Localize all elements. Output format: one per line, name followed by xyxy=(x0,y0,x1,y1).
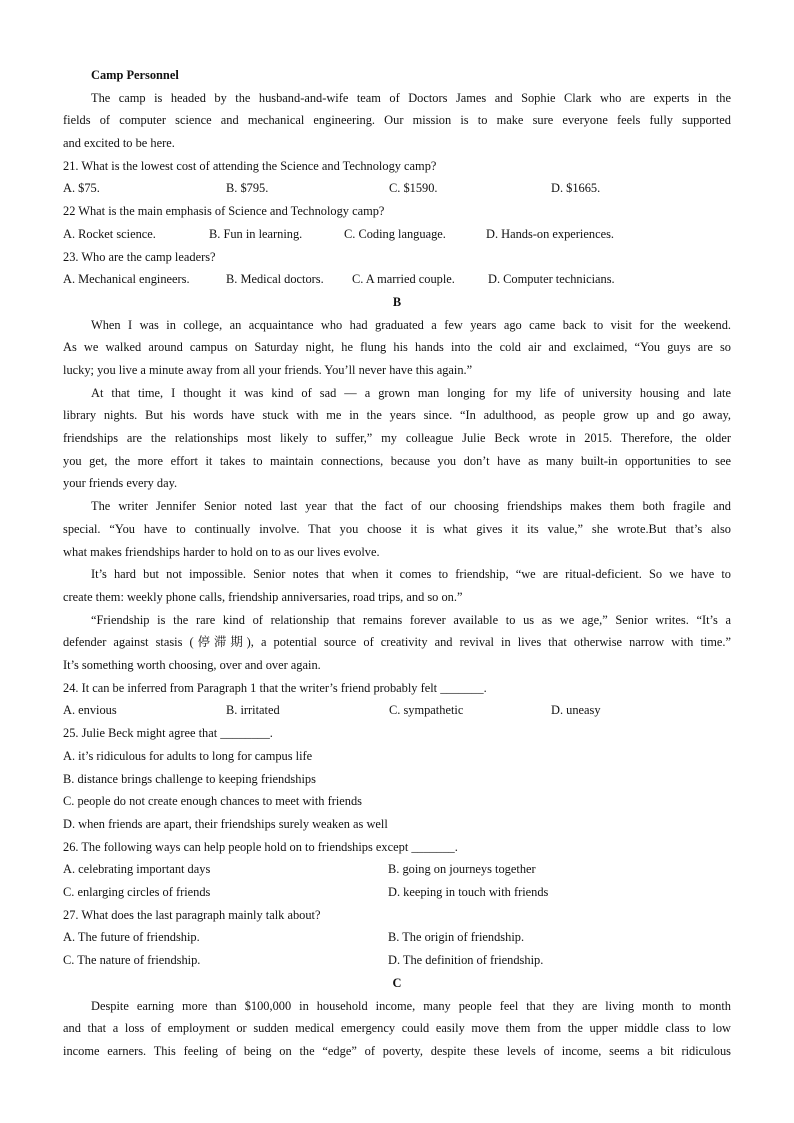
option-b: B. distance brings challenge to keeping friendships xyxy=(63,771,316,786)
paragraph-line: When I was in college, an acquaintance who had graduated a few years ago came back to visit for the weekend. xyxy=(91,317,731,332)
paragraph-line: As we walked around campus on Saturday night, he flung his hands into the cold air and exclaimed, “You guys are so xyxy=(63,340,731,355)
paragraph-line: library nights. But his words have stuck with me in the years since. “In adulthood, as people grow up and go away, xyxy=(63,408,731,423)
paragraph-line: special. “You have to continually involve. That you choose it is what gives it its value,” she wrote.But that’s also xyxy=(63,521,731,536)
paragraph-line: and that a loss of employment or sudden medical emergency could easily move them from the upper middle class to low xyxy=(63,1021,731,1036)
paragraph-line: your friends every day. xyxy=(63,476,178,491)
question-25-stem: 25. Julie Beck might agree that ________. xyxy=(63,726,273,741)
question-26-options-row2 xyxy=(63,881,731,904)
question-24-stem: 24. It can be inferred from Paragraph 1 that the writer’s friend probably felt _______. xyxy=(63,680,487,695)
option-a: A. Mechanical engineers. xyxy=(63,272,190,287)
paragraph-line: defender against stasis (停滞期), a potential source of creativity and revival in lives that otherwise narrow with time.” xyxy=(63,635,731,650)
paragraph-line: The writer Jennifer Senior noted last year that the fact of our choosing friendships makes them both fragile and xyxy=(91,499,731,514)
option-a: A. it’s ridiculous for adults to long for campus life xyxy=(63,748,313,763)
option-d: D. The definition of friendship. xyxy=(388,953,544,968)
option-b: B. going on journeys together xyxy=(388,862,536,877)
option-d: D. Hands-on experiences. xyxy=(486,226,614,241)
option-c: C. sympathetic xyxy=(389,703,464,718)
option-a: A. The future of friendship. xyxy=(63,930,200,945)
paragraph-line: create them: weekly phone calls, friendship anniversaries, road trips, and so on.” xyxy=(63,589,463,604)
question-22-stem: 22 What is the main emphasis of Science and Technology camp? xyxy=(63,204,385,219)
section-heading-camp-personnel: Camp Personnel xyxy=(91,68,179,82)
section-b-title: B xyxy=(392,294,402,309)
paragraph-line: what makes friendships harder to hold on to as our lives evolve. xyxy=(63,544,380,559)
option-b: B. Fun in learning. xyxy=(209,226,303,241)
option-c: C. Coding language. xyxy=(344,226,446,241)
paragraph-line: Despite earning more than $100,000 in household income, many people feel that they are living month to month xyxy=(91,998,731,1013)
option-d: D. when friends are apart, their friendships surely weaken as well xyxy=(63,816,388,831)
paragraph-line: It’s hard but not impossible. Senior notes that when it comes to friendship, “we are ritual-deficient. So we have to xyxy=(91,567,731,582)
paragraph-line: income earners. This feeling of being on the “edge” of poverty, despite these levels of income, seems a bit ridiculous xyxy=(63,1043,731,1058)
paragraph-line: “Friendship is the rare kind of relationship that remains forever available to us as we age,” Senior writes. “It’s a xyxy=(91,612,731,627)
option-c: C. people do not create enough chances to meet with friends xyxy=(63,794,362,809)
paragraph-line: friendships are the relationships most likely to suffer,” my colleague Julie Beck wrote in 2015. Therefore, the older xyxy=(63,431,731,446)
question-27-options-row2 xyxy=(63,949,731,972)
option-c: C. The nature of friendship. xyxy=(63,953,201,968)
question-27-options-row1 xyxy=(63,926,731,949)
option-b: B. irritated xyxy=(226,703,280,718)
question-26-stem: 26. The following ways can help people hold on to friendships except _______. xyxy=(63,839,458,854)
option-b: B. Medical doctors. xyxy=(226,272,324,287)
option-c: C. $1590. xyxy=(389,181,438,196)
section-c-title: C xyxy=(392,975,402,990)
paragraph-line: lucky; you live a minute away from all your friends. You’ll never have this again.” xyxy=(63,363,473,378)
option-a: A. $75. xyxy=(63,181,100,196)
option-d: D. $1665. xyxy=(551,181,601,196)
question-24-options xyxy=(63,699,731,722)
question-23-options xyxy=(63,268,731,291)
option-a: A. celebrating important days xyxy=(63,862,211,877)
option-c: C. enlarging circles of friends xyxy=(63,885,211,900)
option-a: A. Rocket science. xyxy=(63,226,156,241)
option-a: A. envious xyxy=(63,703,117,718)
option-c: C. A married couple. xyxy=(352,272,455,287)
paragraph-line: and excited to be here. xyxy=(63,136,175,151)
question-26-options-row1 xyxy=(63,858,731,881)
question-21-stem: 21. What is the lowest cost of attending the Science and Technology camp? xyxy=(63,158,437,173)
question-21-options xyxy=(63,177,731,200)
paragraph-line: The camp is headed by the husband-and-wife team of Doctors James and Sophie Clark who are experts in the xyxy=(91,90,731,105)
option-d: D. Computer technicians. xyxy=(488,272,615,287)
paragraph-line: you get, the more effort it takes to maintain connections, because you don’t have as many built-in opportunities to see xyxy=(63,453,731,468)
option-d: D. uneasy xyxy=(551,703,601,718)
question-23-stem: 23. Who are the camp leaders? xyxy=(63,249,216,264)
option-b: B. $795. xyxy=(226,181,269,196)
option-d: D. keeping in touch with friends xyxy=(388,885,549,900)
exam-page xyxy=(63,64,731,1063)
paragraph-line: It’s something worth choosing, over and over again. xyxy=(63,658,321,673)
question-27-stem: 27. What does the last paragraph mainly talk about? xyxy=(63,907,321,922)
paragraph-line: At that time, I thought it was kind of sad — a grown man longing for my life of university housing and late xyxy=(91,385,731,400)
option-b: B. The origin of friendship. xyxy=(388,930,525,945)
question-22-options xyxy=(63,223,731,246)
paragraph-line: fields of computer science and mechanical engineering. Our mission is to make sure everyone feels fully supported xyxy=(63,113,731,128)
